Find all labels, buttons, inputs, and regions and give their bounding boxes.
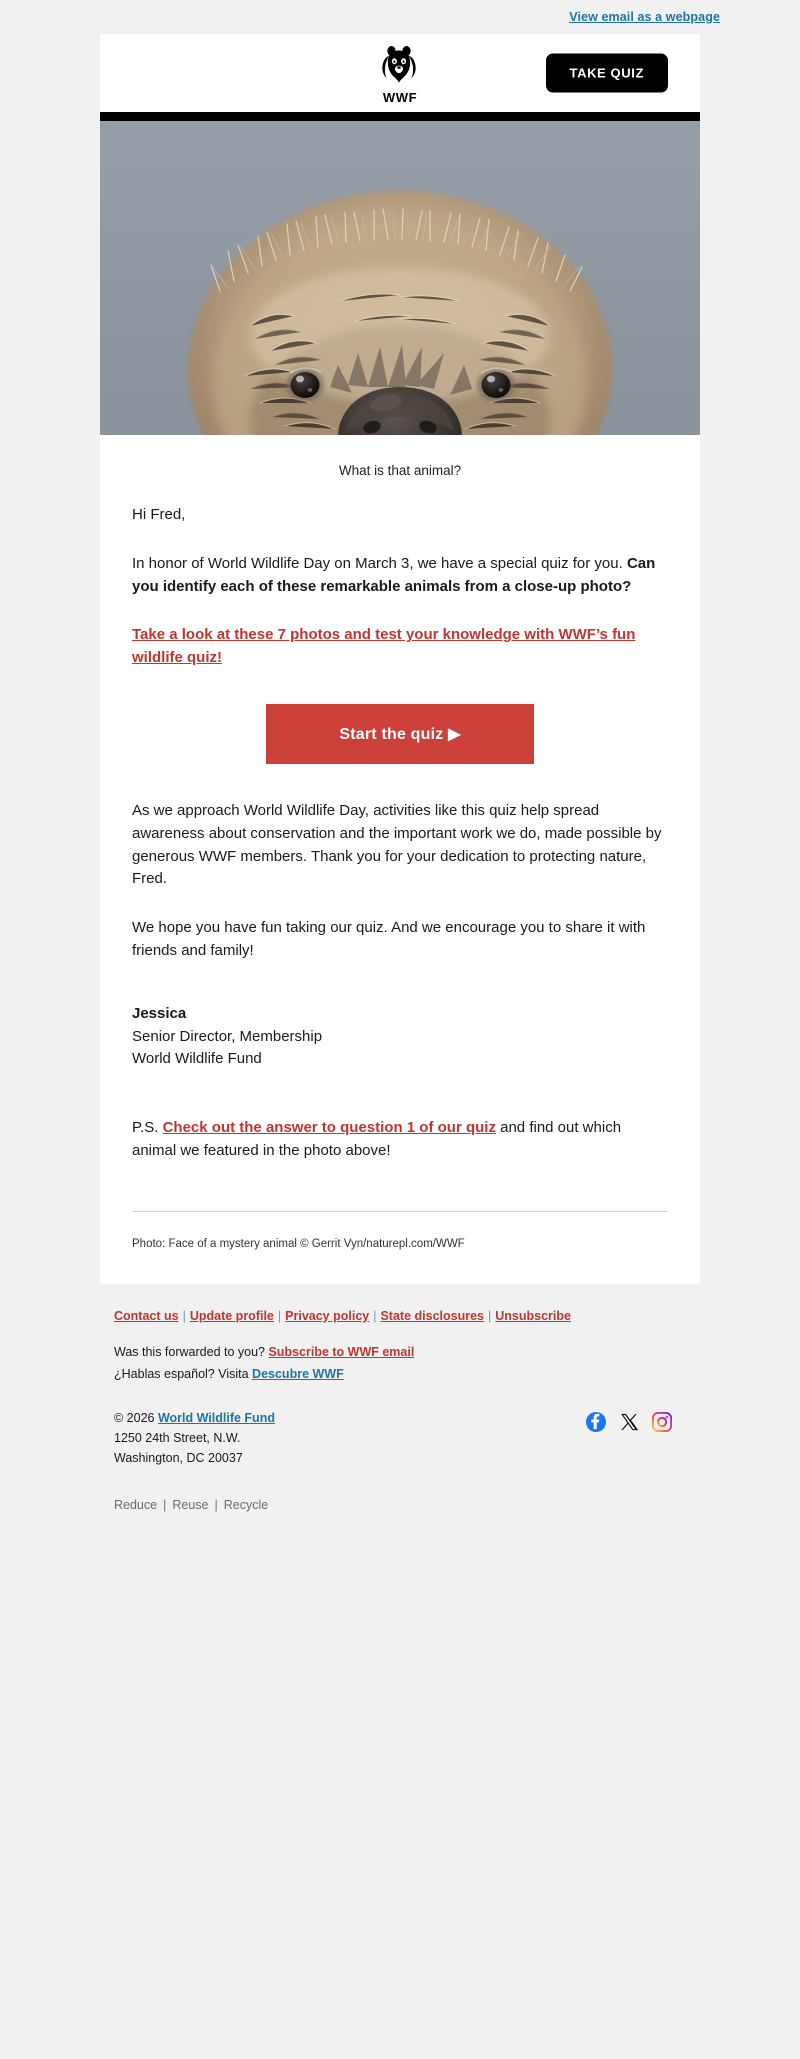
forward-line — [114, 1342, 686, 1364]
otter-right-eye — [477, 368, 515, 402]
header-black-divider — [100, 112, 700, 121]
facebook-icon[interactable] — [586, 1412, 606, 1432]
start-the-quiz-button[interactable]: Start the quiz ▶ — [266, 704, 534, 764]
address-line-1: 1250 24th Street, N.W. — [114, 1430, 241, 1445]
share-paragraph: We hope you have fun taking our quiz. And we encourage you to share it with friends and family! — [132, 919, 646, 959]
sea-otter-face-closeup-icon — [100, 121, 700, 435]
signature-title: Senior Director, Membership — [132, 1027, 323, 1045]
address-and-socials-row — [114, 1408, 686, 1469]
preheader — [0, 0, 800, 34]
copyright-prefix: © 2026 — [114, 1410, 158, 1425]
ps-prefix: P.S. — [132, 1119, 163, 1137]
email-footer — [100, 1284, 700, 1513]
view-email-as-webpage-link[interactable]: View email as a webpage — [569, 10, 720, 24]
hero-image — [100, 121, 700, 435]
contact-us-link[interactable]: Contact us — [114, 1308, 179, 1323]
take-quiz-button[interactable]: TAKE QUIZ — [546, 54, 669, 93]
recycle-label: Recycle — [223, 1498, 269, 1513]
intro-bold: Can you identify each of these remarkable animals from a close-up photo? — [132, 554, 656, 595]
rrr-separator: | — [214, 1498, 218, 1513]
otter-left-eye — [286, 368, 324, 402]
footer-links-row — [114, 1306, 686, 1326]
x-twitter-icon[interactable] — [619, 1412, 639, 1432]
photo-credit: Photo: Face of a mystery animal © Gerrit Vyn/naturepl.com/WWF — [132, 1237, 465, 1250]
wwf-wordmark: WWF — [382, 90, 418, 105]
copyright-line — [114, 1408, 275, 1428]
link-separator: | — [182, 1308, 186, 1323]
email-body — [100, 435, 700, 1284]
descubre-wwf-link[interactable]: Descubre WWF — [252, 1366, 344, 1381]
spanish-question: ¿Hablas español? Visita — [114, 1366, 253, 1381]
forward-question: Was this forwarded to you? — [114, 1344, 269, 1359]
instagram-icon[interactable] — [652, 1412, 672, 1432]
cta-container — [132, 670, 668, 774]
quiz-link-paragraph — [132, 624, 668, 670]
link-separator: | — [277, 1308, 282, 1323]
quiz-answer-link[interactable]: Check out the answer to question 1 of our quiz — [162, 1119, 496, 1137]
email-header — [100, 34, 700, 112]
signature-name: Jessica — [132, 1004, 187, 1022]
world-wildlife-fund-link[interactable]: World Wildlife Fund — [157, 1410, 275, 1425]
email-card — [100, 34, 700, 1284]
link-separator: | — [373, 1308, 377, 1323]
subscribe-to-wwf-email-link[interactable]: Subscribe to WWF email — [268, 1344, 415, 1359]
hero-caption: What is that animal? — [338, 463, 462, 478]
spanish-line — [114, 1364, 686, 1386]
social-icons — [586, 1408, 686, 1432]
reuse-label: Reuse — [172, 1498, 209, 1513]
ps-paragraph — [132, 1117, 668, 1163]
rrr-separator: | — [163, 1498, 167, 1513]
signature-org: World Wildlife Fund — [132, 1050, 262, 1068]
intro-plain: In honor of World Wildlife Day on March 3, we have a special quiz for you. — [132, 554, 627, 572]
intro-paragraph — [132, 553, 668, 599]
update-profile-link[interactable]: Update profile — [189, 1308, 274, 1323]
unsubscribe-link[interactable]: Unsubscribe — [495, 1308, 571, 1323]
address-block — [114, 1408, 275, 1469]
greeting: Hi Fred, — [132, 506, 186, 523]
forward-and-language-block — [114, 1342, 686, 1386]
awareness-paragraph: As we approach World Wildlife Day, activities like this quiz help spread awareness about conservation and the important work we do, made possible by generous WWF members. Thank you for your dedication to protecting nature, Fred. — [132, 801, 662, 888]
signature-block — [132, 1003, 668, 1071]
privacy-policy-link[interactable]: Privacy policy — [285, 1308, 370, 1323]
ps-suffix: and find out which animal we featured in the photo above! — [132, 1119, 622, 1159]
link-separator: | — [487, 1308, 492, 1323]
wwf-logo[interactable] — [378, 41, 422, 105]
reduce-label: Reduce — [114, 1498, 158, 1513]
wildlife-quiz-link[interactable]: Take a look at these 7 photos and test your knowledge with WWF’s fun wildlife quiz! — [132, 626, 636, 667]
wwf-panda-logo-icon — [378, 41, 420, 89]
reduce-reuse-recycle — [114, 1498, 686, 1512]
state-disclosures-link[interactable]: State disclosures — [380, 1308, 484, 1323]
address-line-2: Washington, DC 20037 — [114, 1451, 243, 1465]
